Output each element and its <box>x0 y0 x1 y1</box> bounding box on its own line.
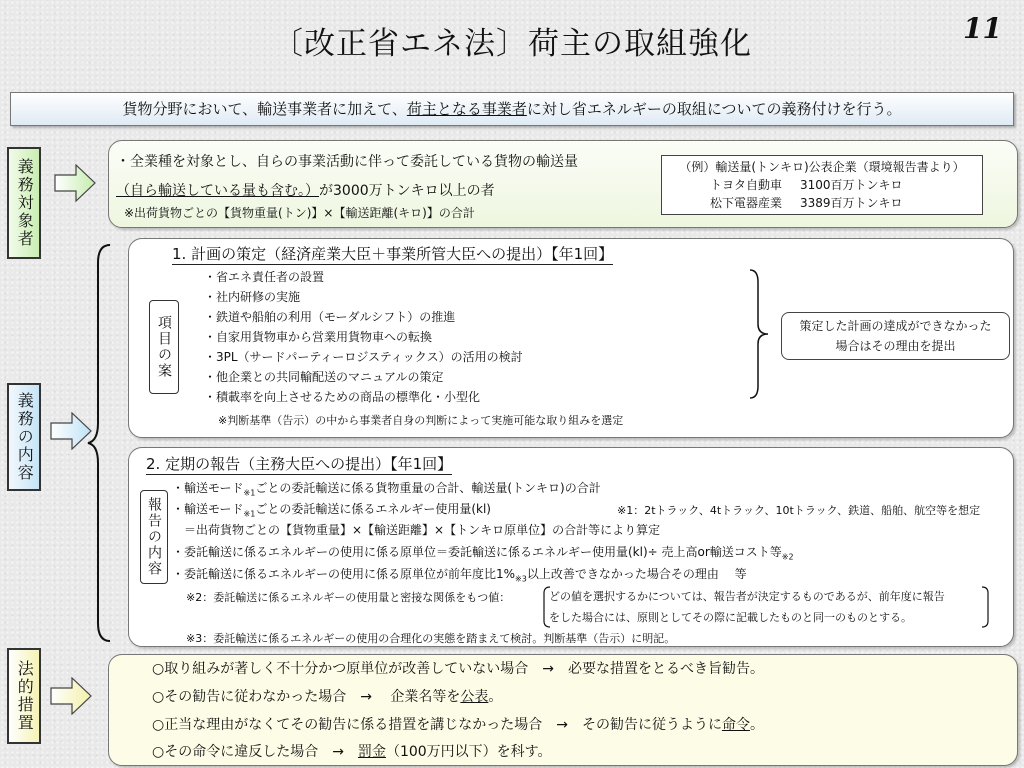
footnote-ref: ※1 <box>243 509 256 519</box>
list-item: ・3PL（サードパーティーロジスティックス）の活用の検討 <box>204 350 523 364</box>
legal-line-4-a: ○その命令に違反した場合 → <box>152 744 358 760</box>
report-line-1-b: ごとの委託輸送に係る貨物重量の合計、輸送量(トンキロ)の合計 <box>255 481 601 495</box>
left-brace-icon <box>86 243 112 643</box>
report-note-2: ※2：委託輸送に係るエネルギーの使用量と密接な関係をもつ値： <box>186 591 511 604</box>
report-line-5-b: 以上改善できなかった場合その理由 等 <box>526 567 747 581</box>
report-heading: 2. 定期の報告（主務大臣への提出）【年1回】 <box>146 455 453 473</box>
legal-line-2 <box>152 686 502 706</box>
list-item: ・自家用貨物車から営業用貨物車への転換 <box>204 330 433 344</box>
report-note-2-c: をした場合には、原則としてその際に記載したものと同一のものとする。 <box>549 611 912 624</box>
legal-line-3 <box>152 714 764 734</box>
legal-line-4-u: 罰金 <box>357 744 386 760</box>
example-company: 松下電器産業 <box>710 196 783 210</box>
legal-line-3-b: 。 <box>749 717 764 733</box>
right-bracket-icon <box>980 585 992 629</box>
label-legal: 法的措置 <box>7 648 41 744</box>
label-content: 義務の内容 <box>7 383 41 491</box>
list-item: ・他企業との共同輸配送のマニュアルの策定 <box>204 370 444 384</box>
label-report: 報告の内容 <box>140 490 168 584</box>
report-line-5 <box>172 564 747 589</box>
legal-line-3-a: ○正当な理由がなくてその勧告に係る措置を講じなかった場合 → その勧告に従うように <box>152 717 722 733</box>
plan-note: ※判断基準（告示）の中から事業者自身の判断によって実施可能な取り組みを選定 <box>218 414 624 427</box>
legal-line-4-b: （100万円以下）を科す。 <box>385 744 552 760</box>
report-note-2-b: どの値を選択するかについては、報告者が決定するものであるが、前年度に報告 <box>549 590 945 603</box>
target-line-2 <box>116 180 495 200</box>
list-item: ・鉄道や船舶の利用（モーダルシフト）の推進 <box>204 310 456 324</box>
legal-line-1: ○取り組みが著しく不十分かつ原単位が改善していない場合 → 必要な措置をとるべき旨勧告。 <box>152 661 764 677</box>
plan-heading: 1. 計画の策定（経済産業大臣＋事業所管大臣への提出）【年1回】 <box>172 245 614 263</box>
footnote-ref: ※3 <box>515 574 527 584</box>
legal-line-3-u: 命令 <box>721 717 750 733</box>
summary-underlined: 荷主となる事業者 <box>406 100 527 118</box>
legal-line-2-b: 。 <box>488 689 503 705</box>
summary-banner <box>10 92 1014 126</box>
arrow-right-icon <box>50 677 92 715</box>
example-title: （例）輸送量(トンキロ)公表企業（環境報告書より） <box>679 160 965 174</box>
target-line-2-underlined: （自ら輸送している量も含む。） <box>116 183 319 199</box>
example-company: トヨタ自動車 <box>710 178 783 192</box>
plan-item-list <box>204 267 523 407</box>
example-value: 3100百万トンキロ <box>800 178 903 192</box>
report-note-1: ※1：2tトラック、4tトラック、10tトラック、鉄道、船舶、航空等を想定 <box>617 504 981 517</box>
list-item: ・積載率を向上させるための商品の標準化・小型化 <box>204 390 481 404</box>
plan-callout-line-1: 策定した計画の達成ができなかった <box>799 319 992 333</box>
summary-after: に対し省エネルギーの取組についての義務付けを行う。 <box>526 100 902 118</box>
example-row <box>662 194 982 212</box>
page-title: 〔改正省エネ法〕荷主の取組強化 <box>272 26 752 62</box>
report-line-4-a: ・委託輸送に係るエネルギーの使用に係る原単位＝委託輸送に係るエネルギー使用量(kl)÷ 売上高or輸送コスト等 <box>172 545 782 559</box>
legal-line-4 <box>152 741 552 761</box>
label-items: 項目の案 <box>149 300 179 394</box>
label-target: 義務対象者 <box>7 147 41 259</box>
example-row <box>662 176 982 194</box>
arrow-right-icon <box>54 164 96 202</box>
right-brace-icon <box>748 268 770 400</box>
report-note-3: ※3：委託輸送に係るエネルギーの使用の合理化の実態を踏まえて検討。判断基準（告示）に明記。 <box>186 632 676 645</box>
plan-callout-line-2: 場合はその理由を提出 <box>835 339 956 353</box>
footnote-ref: ※2 <box>781 552 794 562</box>
report-line-5-a: ・委託輸送に係るエネルギーの使用に係る原単位が前年度比1% <box>172 567 516 581</box>
target-line-3: ※出荷貨物ごとの【貨物重量(トン)】×【輸送距離(キロ)】の合計 <box>124 206 475 220</box>
footnote-ref: ※1 <box>243 488 256 498</box>
legal-line-2-a: ○その勧告に従わなかった場合 → 企業名等を <box>152 689 461 705</box>
list-item: ・省エネ責任者の設置 <box>204 270 325 284</box>
target-line-2-rest: が3000万トンキロ以上の者 <box>319 183 495 199</box>
legal-line-2-u: 公表 <box>460 689 489 705</box>
example-value: 3389百万トンキロ <box>800 196 903 210</box>
page-number: 11 <box>963 12 1002 45</box>
list-item: ・社内研修の実施 <box>204 290 301 304</box>
report-line-1-a: ・輸送モード <box>172 481 244 495</box>
report-line-2-a: ・輸送モード <box>172 502 244 516</box>
example-box <box>661 155 983 215</box>
summary-before: 貨物分野において、輸送事業者に加えて、 <box>122 100 407 118</box>
plan-callout <box>781 312 1010 360</box>
report-line-3: ＝出荷貨物ごとの【貨物重量】×【輸送距離】×【トンキロ原単位】の合計等により算定 <box>184 523 661 537</box>
target-line-1: ・全業種を対象とし、自らの事業活動に伴って委託している貨物の輸送量 <box>116 154 578 170</box>
report-line-2-b: ごとの委託輸送に係るエネルギー使用量(kl) <box>255 502 491 516</box>
